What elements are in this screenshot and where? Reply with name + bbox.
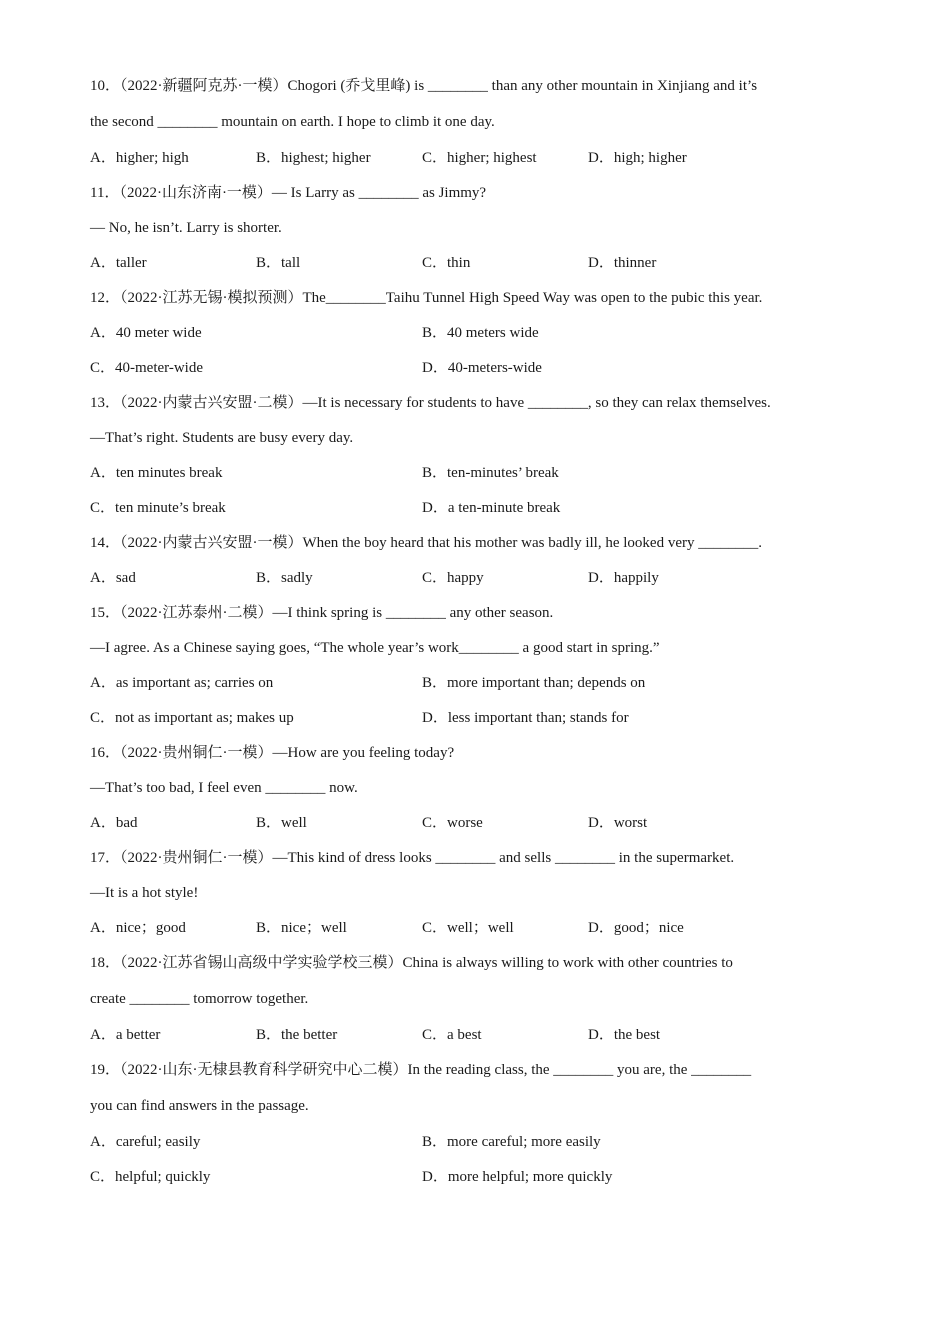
question-stem: 10．（2022·新疆阿克苏·一模）Chogori (乔戈里峰) is ________ than any other mountain in Xinjiang and it’s <box>90 78 758 94</box>
option-d: D．good；nice <box>588 920 684 936</box>
option-c: C．40-meter-wide <box>90 360 203 376</box>
question-stem-continued: —That’s right. Students are busy every day. <box>90 430 354 446</box>
options-row <box>90 1161 865 1196</box>
options-row <box>90 807 865 842</box>
option-c: C．a best <box>422 1027 482 1043</box>
question-stem: 13．（2022·内蒙古兴安盟·二模）—It is necessary for students to have ________, so they can relax themselves. <box>90 395 771 411</box>
question-stem-continued: the second ________ mountain on earth. I hope to climb it one day. <box>90 114 495 130</box>
option-d: D．less important than; stands for <box>422 710 629 726</box>
options-row <box>90 247 865 282</box>
options-row <box>90 142 865 177</box>
question-13 <box>90 387 865 527</box>
question-17 <box>90 842 865 947</box>
options-row <box>90 317 865 352</box>
option-a: A．as important as; carries on <box>90 675 274 691</box>
option-c: C．higher; highest <box>422 150 537 166</box>
option-c: C．well；well <box>422 920 514 936</box>
option-b: B．well <box>256 815 307 831</box>
question-stem: 19．（2022·山东·无棣县教育科学研究中心二模）In the reading class, the ________ you are, the ________ <box>90 1062 752 1078</box>
options-row <box>90 702 865 737</box>
option-c: C．happy <box>422 570 484 586</box>
option-d: D．happily <box>588 570 659 586</box>
option-a: A．taller <box>90 255 147 271</box>
option-a: A．careful; easily <box>90 1134 201 1150</box>
question-stem-continued: —I agree. As a Chinese saying goes, “The whole year’s work________ a good start in spring.” <box>90 640 660 656</box>
question-stem: 17．（2022·贵州铜仁·一模）—This kind of dress looks ________ and sells ________ in the supermarket. <box>90 850 735 866</box>
option-b: B．tall <box>256 255 301 271</box>
options-row <box>90 1019 865 1054</box>
question-stem-continued: you can find answers in the passage. <box>90 1098 309 1114</box>
question-16 <box>90 737 865 842</box>
option-b: B．ten-minutes’ break <box>422 465 559 481</box>
option-d: D．high; higher <box>588 150 687 166</box>
option-c: C．worse <box>422 815 483 831</box>
option-d: D．a ten-minute break <box>422 500 561 516</box>
question-stem: 12．（2022·江苏无锡·模拟预测）The________Taihu Tunnel High Speed Way was open to the pubic this year. <box>90 290 763 306</box>
option-a: A．higher; high <box>90 150 189 166</box>
option-a: A．ten minutes break <box>90 465 223 481</box>
option-b: B．highest; higher <box>256 150 371 166</box>
question-stem-continued: —That’s too bad, I feel even ________ now. <box>90 780 358 796</box>
option-b: B．40 meters wide <box>422 325 539 341</box>
question-stem: 11．（2022·山东济南·一模）— Is Larry as ________ as Jimmy? <box>90 185 487 201</box>
question-stem-continued: —It is a hot style! <box>90 885 199 901</box>
option-c: C．not as important as; makes up <box>90 710 294 726</box>
question-15 <box>90 597 865 737</box>
question-stem-continued: create ________ tomorrow together. <box>90 991 309 1007</box>
option-b: B．sadly <box>256 570 313 586</box>
option-a: A．bad <box>90 815 138 831</box>
option-c: C．ten minute’s break <box>90 500 226 516</box>
question-18 <box>90 947 865 1054</box>
option-d: D．more helpful; more quickly <box>422 1169 613 1185</box>
option-a: A．a better <box>90 1027 161 1043</box>
options-row <box>90 352 865 387</box>
question-10 <box>90 70 865 177</box>
option-c: C．thin <box>422 255 471 271</box>
option-a: A．nice；good <box>90 920 186 936</box>
question-stem: 18．（2022·江苏省锡山高级中学实验学校三模）China is always willing to work with other countries to <box>90 955 733 971</box>
option-d: D．thinner <box>588 255 657 271</box>
options-row <box>90 912 865 947</box>
question-19 <box>90 1054 865 1196</box>
question-stem: 14．（2022·内蒙古兴安盟·一模）When the boy heard that his mother was badly ill, he looked very ________. <box>90 535 762 551</box>
worksheet-page <box>90 70 865 1196</box>
option-d: D．the best <box>588 1027 661 1043</box>
option-b: B．the better <box>256 1027 338 1043</box>
option-b: B．more important than; depends on <box>422 675 646 691</box>
options-row <box>90 1126 865 1161</box>
question-12 <box>90 282 865 387</box>
option-b: B．nice；well <box>256 920 347 936</box>
options-row <box>90 492 865 527</box>
question-14 <box>90 527 865 597</box>
options-row <box>90 667 865 702</box>
option-a: A．sad <box>90 570 136 586</box>
options-row <box>90 457 865 492</box>
question-stem: 16．（2022·贵州铜仁·一模）—How are you feeling today? <box>90 745 455 761</box>
options-row <box>90 562 865 597</box>
option-d: D．40-meters-wide <box>422 360 542 376</box>
option-c: C．helpful; quickly <box>90 1169 211 1185</box>
option-b: B．more careful; more easily <box>422 1134 601 1150</box>
question-11 <box>90 177 865 282</box>
option-a: A．40 meter wide <box>90 325 202 341</box>
question-stem: 15．（2022·江苏泰州·二模）—I think spring is ________ any other season. <box>90 605 554 621</box>
option-d: D．worst <box>588 815 648 831</box>
question-stem-continued: — No, he isn’t. Larry is shorter. <box>90 220 282 236</box>
